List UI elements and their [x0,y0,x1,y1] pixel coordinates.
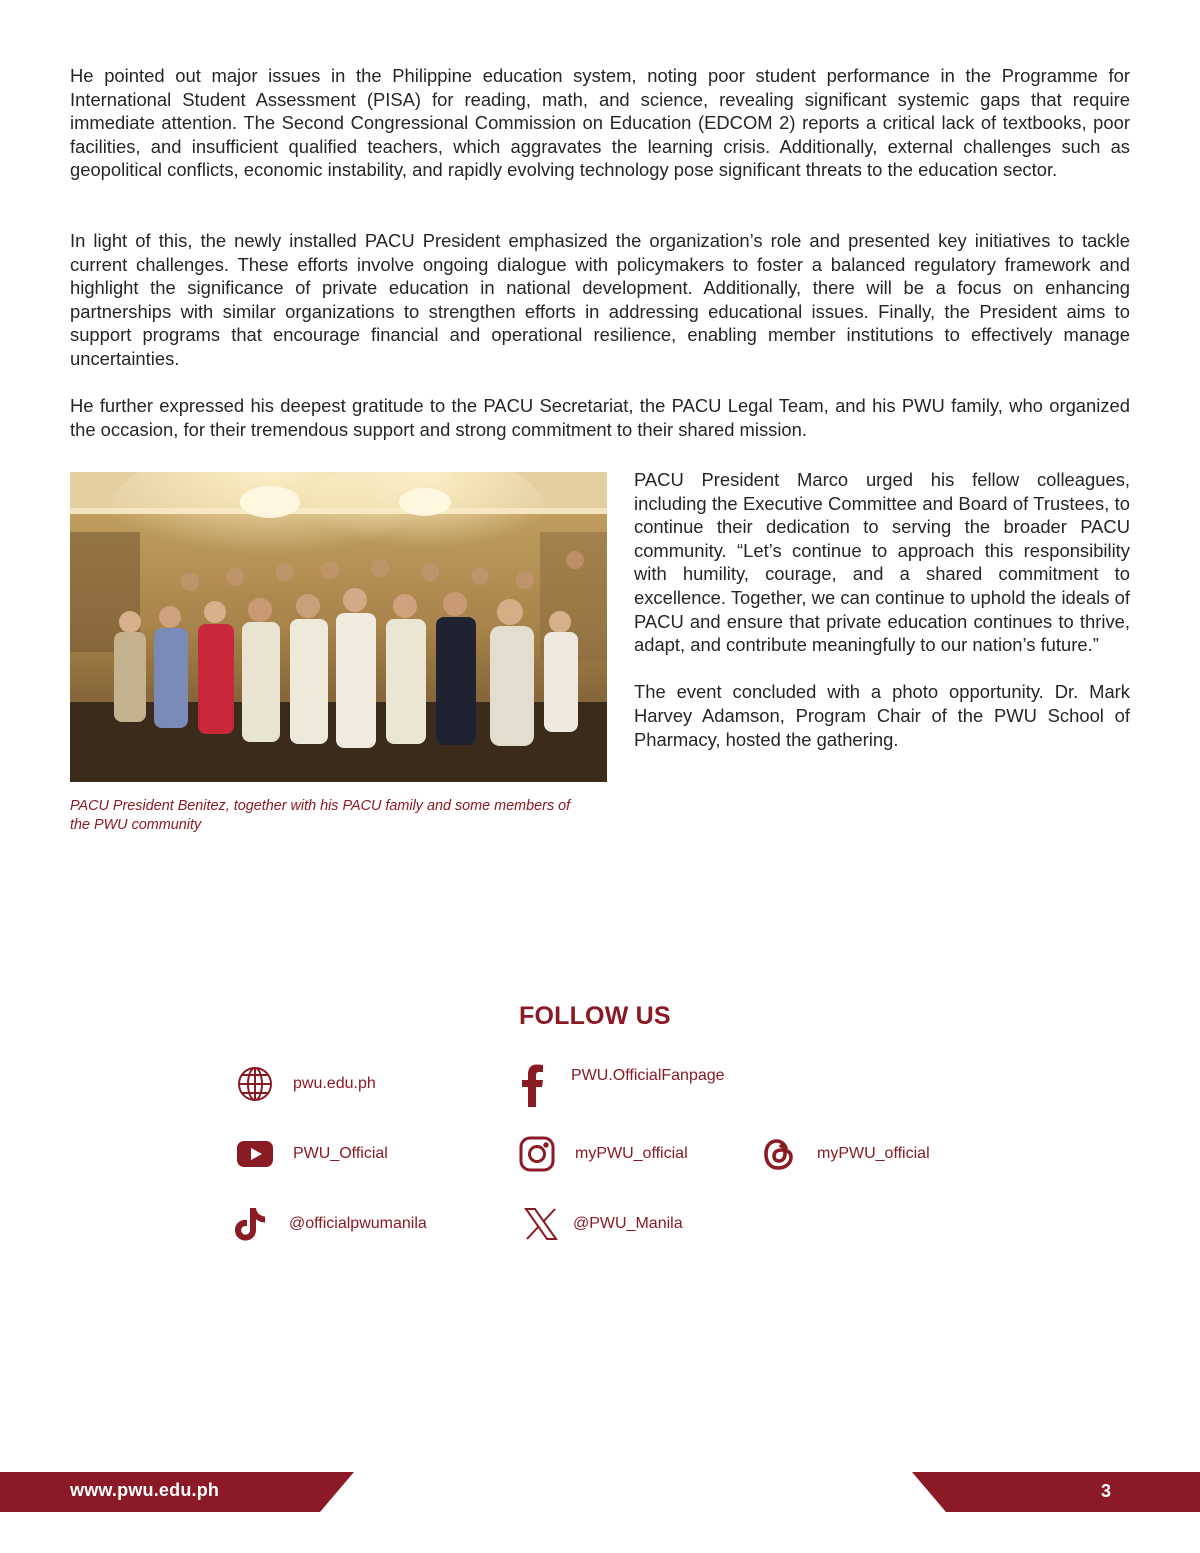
social-tiktok[interactable] [231,1206,427,1242]
follow-us-title: FOLLOW US [519,1002,671,1030]
article-paragraph-3: He further expressed his deepest gratitude to the PACU Secretariat, the PACU Legal Team, and his PWU family, who organized the occasion, for their tremendous support and strong commitment to their shared mission. [70,395,1130,440]
threads-icon [761,1136,797,1172]
social-x-label: @PWU_Manila [573,1215,683,1232]
article-right-column [634,468,1130,775]
photo-caption: PACU President Benitez, together with his PACU family and some members of the PWU community [70,798,571,833]
social-youtube[interactable] [237,1136,388,1172]
x-icon [523,1206,559,1242]
page-number: 3 [1101,1481,1112,1501]
social-tiktok-label: @officialpwumanila [289,1215,427,1232]
event-group-photo [70,472,607,782]
article-paragraph-1: He pointed out major issues in the Philippine education system, noting poor student performance in the Programme for International Student Assessment (PISA) for reading, math, and science, revealing significant systemic gaps that require immediate attention. The Second Congressional Commission on Education (EDCOM 2) reports a critical lack of textbooks, poor facilities, and insufficient qualified teachers, which aggravates the learning crisis. Additionally, external challenges such as geopolitical conflicts, economic instability, and rapidly evolving technology pose significant threats to the education sector. [70,65,1130,181]
social-instagram-label: myPWU_official [575,1145,688,1162]
footer-website-link[interactable]: www.pwu.edu.ph [70,1480,220,1500]
youtube-icon [237,1136,273,1172]
facebook-icon [515,1063,551,1107]
social-threads[interactable] [761,1136,930,1172]
social-facebook-label: PWU.OfficialFanpage [571,1067,725,1084]
footer-right-banner [912,1472,1200,1512]
article-right-paragraph-2: The event concluded with a photo opportunity. Dr. Mark Harvey Adamson, Program Chair of the PWU School of Pharmacy, hosted the gathering. [634,681,1130,750]
article-paragraph-2: In light of this, the newly installed PACU President emphasized the organization’s role and presented key initiatives to tackle current challenges. These efforts involve ongoing dialogue with policymakers to foster a balanced regulatory framework and highlight the significance of private education in national development. Additionally, there will be a focus on enhancing partnerships with similar organizations to strengthen efforts in addressing educational issues. Finally, the President aims to support programs that encourage financial and operational resilience, enabling member institutions to effectively manage uncertainties. [70,230,1130,369]
social-threads-label: myPWU_official [817,1145,930,1162]
social-x[interactable] [523,1206,683,1242]
social-website[interactable] [237,1066,376,1102]
tiktok-icon [231,1206,267,1242]
social-instagram[interactable] [519,1136,688,1172]
social-facebook[interactable] [515,1063,725,1107]
social-youtube-label: PWU_Official [293,1145,388,1162]
instagram-icon [519,1136,555,1172]
article-right-paragraph-1: PACU President Marco urged his fellow colleagues, including the Executive Committee and Board of Trustees, to continue their dedication to serving the broader PACU community. “Let’s continue to approach this responsibility with humility, courage, and a shared commitment to excellence. Together, we can continue to uphold the ideals of PACU and ensure that private education continues to thrive, adapt, and contribute meaningfully to our nation’s future.” [634,469,1130,656]
social-website-label: pwu.edu.ph [293,1075,376,1092]
globe-icon [237,1066,273,1102]
